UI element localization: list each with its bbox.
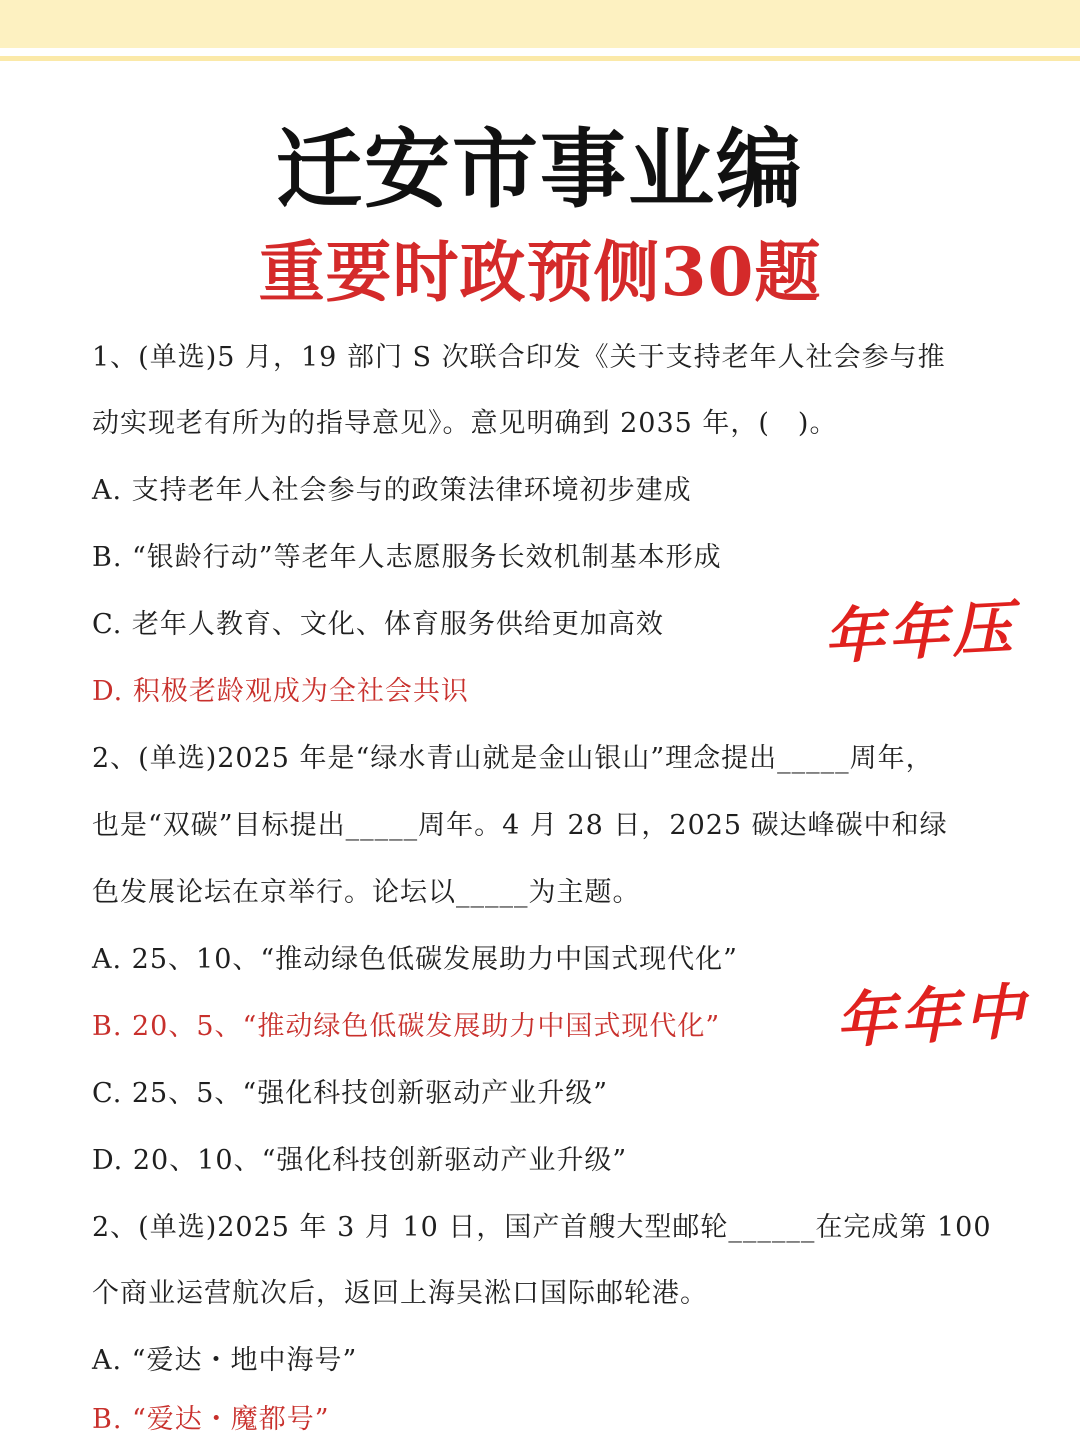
top-divider xyxy=(0,56,1080,61)
question-3-option-b-answer: B. “爱达・魔都号” xyxy=(92,1404,330,1435)
question-2-line-1: 2、(单选)2025 年是“绿水青山就是金山银山”理念提出_____周年， xyxy=(92,743,934,774)
question-3-line-1: 2、(单选)2025 年 3 月 10 日，国产首艘大型邮轮______在完成第 100 xyxy=(92,1212,992,1243)
top-banner xyxy=(0,0,1080,48)
question-1-option-c: C. 老年人教育、文化、体育服务供给更加高效 xyxy=(92,609,664,640)
question-2-option-a: A. 25、10、“推动绿色低碳发展助力中国式现代化” xyxy=(92,944,738,975)
question-2-line-3: 色发展论坛在京举行。论坛以_____为主题。 xyxy=(92,877,641,908)
stamp-nian-nian-zhong: 年年中 xyxy=(834,977,1030,1057)
page-subtitle: 重要时政预侧30题 xyxy=(258,233,822,311)
question-1-line-2: 动实现老有所为的指导意见》。意见明确到 2035 年，( )。 xyxy=(92,408,838,439)
question-1-option-a: A. 支持老年人社会参与的政策法律环境初步建成 xyxy=(92,475,692,506)
question-3-line-2: 个商业运营航次后，返回上海吴淞口国际邮轮港。 xyxy=(92,1278,708,1309)
question-1-option-b: B. “银龄行动”等老年人志愿服务长效机制基本形成 xyxy=(92,542,722,573)
question-2-option-d: D. 20、10、“强化科技创新驱动产业升级” xyxy=(92,1145,628,1176)
question-3-option-a: A. “爱达・地中海号” xyxy=(92,1345,358,1376)
stamp-nian-nian-ya: 年年压 xyxy=(822,593,1018,673)
question-1-option-d-answer: D. 积极老龄观成为全社会共识 xyxy=(92,676,469,707)
question-1-line-1: 1、(单选)5 月，19 部门 S 次联合印发《关于支持老年人社会参与推 xyxy=(92,342,946,373)
question-2-line-2: 也是“双碳”目标提出_____周年。4 月 28 日，2025 碳达峰碳中和绿 xyxy=(92,810,948,841)
question-2-option-c: C. 25、5、“强化科技创新驱动产业升级” xyxy=(92,1078,609,1109)
page-title: 迁安市事业编 xyxy=(276,120,804,220)
question-2-option-b-answer: B. 20、5、“推动绿色低碳发展助力中国式现代化” xyxy=(92,1011,721,1042)
